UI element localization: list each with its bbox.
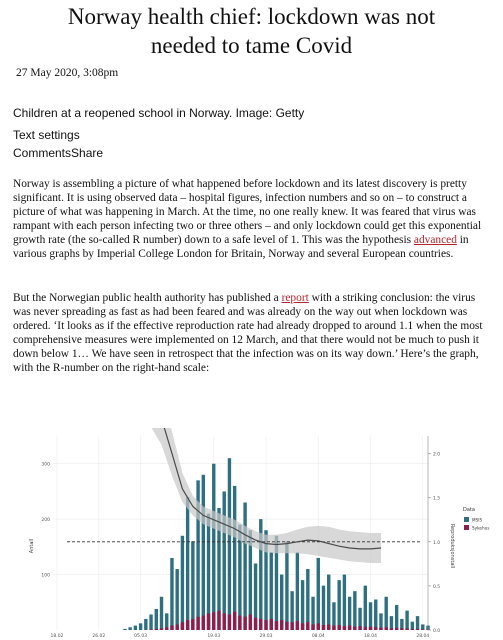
y-tick-label: 300	[41, 462, 50, 468]
msis-bar	[270, 552, 273, 630]
sykehus-bar	[384, 627, 387, 630]
msis-bar	[405, 611, 408, 630]
sykehus-bar	[181, 622, 184, 630]
sykehus-bar	[390, 628, 393, 630]
sykehus-bar	[186, 620, 189, 630]
sykehus-bar	[238, 616, 241, 630]
headline-line-1: Norway health chief: lockdown was not	[67, 4, 436, 29]
sykehus-bar	[353, 627, 356, 630]
r-number-chart	[0, 428, 503, 640]
legend-label: MSIS	[472, 517, 483, 523]
msis-bar	[285, 541, 288, 630]
msis-bar	[123, 629, 126, 630]
msis-bar	[327, 575, 330, 630]
msis-bar	[243, 503, 246, 630]
sykehus-bar	[322, 625, 325, 630]
msis-bar	[322, 586, 325, 630]
y2-tick-label: 0.0	[433, 629, 441, 634]
x-tick-label: 29.03	[259, 634, 273, 639]
advanced-link[interactable]: advanced	[413, 233, 457, 246]
msis-bar	[175, 569, 178, 630]
msis-bar	[296, 552, 299, 630]
msis-bar	[348, 597, 351, 630]
y2-tick-label: 0.5	[433, 584, 441, 590]
sykehus-bar	[249, 614, 252, 630]
sykehus-bar	[155, 629, 158, 630]
msis-bar	[155, 609, 158, 630]
msis-bar	[233, 486, 236, 630]
sykehus-bar	[280, 620, 283, 630]
legend-title: Data	[463, 507, 475, 513]
sykehus-bar	[160, 628, 163, 630]
sykehus-bar	[196, 617, 199, 630]
msis-bar	[223, 491, 226, 630]
msis-bar	[395, 605, 398, 630]
sykehus-bar	[311, 624, 314, 630]
sykehus-bar	[358, 626, 361, 630]
msis-bar	[317, 558, 320, 630]
y2-axis-label: Reproduksjonstall	[449, 523, 455, 569]
comments-share-bar	[13, 146, 103, 160]
sykehus-bar	[337, 625, 340, 630]
x-tick-label: 26.02	[92, 634, 106, 639]
paragraph-1-text-b: in various graphs by Imperial College London for Britain, Norway and several European countries.	[13, 233, 469, 260]
y2-tick-label: 1.0	[433, 540, 441, 546]
msis-bar	[374, 600, 377, 630]
legend-swatch	[464, 525, 469, 530]
msis-bar	[384, 597, 387, 630]
sykehus-bar	[416, 629, 419, 630]
msis-bar	[186, 497, 189, 630]
share-link[interactable]: Share	[71, 146, 104, 160]
sykehus-bar	[379, 628, 382, 630]
x-tick-label: 18.04	[364, 634, 377, 639]
sykehus-bar	[207, 613, 210, 630]
report-link[interactable]: report	[281, 292, 309, 304]
sykehus-bar	[233, 612, 236, 630]
sykehus-bar	[285, 622, 288, 630]
msis-bar	[390, 616, 393, 630]
x-tick-label: 19.03	[207, 634, 221, 639]
msis-bar	[160, 597, 163, 630]
sykehus-bar	[374, 627, 377, 630]
sykehus-bar	[254, 618, 257, 630]
sykehus-bar	[400, 628, 403, 630]
msis-bar	[191, 541, 194, 630]
sykehus-bar	[259, 619, 262, 630]
sykehus-bar	[296, 621, 299, 630]
sykehus-bar	[275, 621, 278, 630]
image-caption: Children at a reopened school in Norway. Image: Getty	[13, 106, 305, 120]
y2-tick-label: 1.5	[433, 496, 441, 502]
sykehus-bar	[217, 611, 220, 630]
msis-bar	[306, 569, 309, 630]
msis-bar	[301, 580, 304, 630]
sykehus-bar	[317, 623, 320, 630]
sykehus-bar	[202, 616, 205, 630]
article-headline	[0, 2, 503, 60]
msis-bar	[128, 627, 131, 630]
sykehus-bar	[191, 619, 194, 630]
sykehus-bar	[348, 626, 351, 630]
article-dateline: 27 May 2020, 3:08pm	[16, 67, 119, 79]
text-settings-button[interactable]: Text settings	[13, 128, 80, 142]
x-tick-label: 05.03	[134, 634, 148, 639]
sykehus-bar	[270, 619, 273, 630]
sykehus-bar	[165, 627, 168, 630]
msis-bar	[202, 475, 205, 630]
msis-bar	[181, 536, 184, 630]
headline-line-2: needed to tame Covid	[150, 33, 353, 58]
x-tick-label: 18.02	[50, 634, 64, 639]
sykehus-bar	[332, 626, 335, 630]
y-tick-label: 100	[41, 573, 50, 579]
msis-bar	[421, 624, 424, 630]
sykehus-bar	[411, 629, 414, 630]
msis-bar	[144, 619, 147, 630]
y-axis-ticks	[41, 462, 50, 579]
sykehus-bar	[327, 624, 330, 630]
msis-bar	[134, 626, 137, 630]
sykehus-bar	[175, 624, 178, 630]
msis-bar	[343, 575, 346, 630]
msis-bar	[170, 558, 173, 630]
sykehus-bar	[212, 612, 215, 630]
article-paragraph-1	[13, 178, 493, 261]
sykehus-bar	[264, 620, 267, 630]
y-tick-label: 200	[41, 518, 50, 524]
msis-bar	[149, 614, 152, 630]
sykehus-bar	[170, 626, 173, 630]
x-axis-ticks	[51, 633, 430, 639]
msis-bar	[416, 616, 419, 630]
msis-bar	[212, 464, 215, 630]
sykehus-bar	[223, 613, 226, 630]
sykehus-bar	[421, 629, 424, 630]
sykehus-bar	[343, 626, 346, 630]
sykehus-bar	[306, 622, 309, 630]
msis-bar	[207, 514, 210, 630]
msis-bar	[411, 622, 414, 630]
y2-tick-label: 2.0	[433, 452, 441, 458]
msis-bar	[379, 613, 382, 630]
legend-swatch	[464, 517, 469, 522]
sykehus-bar	[149, 629, 152, 630]
x-tick-label: 08.04	[311, 634, 325, 639]
msis-bar	[337, 580, 340, 630]
paragraph-2-text-b: with a striking conclusion: the virus was never spreading as fast as had been feared and was already on the way out when lockdown was ordered. ‘It looks as if the effective reproduction rate had already dropped to around 1.1 when the most comprehensive measures were implemented on 12 March, and that there would not be much to push it down below 1… We have seen in retrospect that the infection was on its way down.’ Here’s the graph, with the R-number on the right-hand scale:	[13, 292, 483, 374]
msis-bar	[228, 458, 231, 630]
comments-link[interactable]: Comments	[13, 146, 72, 160]
y2-axis-ticks	[428, 452, 440, 634]
sykehus-bar	[364, 627, 367, 630]
sykehus-bar	[228, 614, 231, 630]
x-tick-label: 28.04	[416, 634, 430, 639]
sykehus-bar	[405, 628, 408, 630]
sykehus-bar	[369, 627, 372, 630]
sykehus-bar	[290, 622, 293, 630]
sykehus-bar	[301, 623, 304, 630]
msis-bar	[353, 591, 356, 630]
y-axis-label: Antall	[29, 538, 35, 554]
paragraph-2-text-a: But the Norwegian public health authority has published a	[13, 292, 282, 304]
msis-bar	[139, 623, 142, 630]
legend-label: Sykehus	[472, 525, 490, 531]
article-paragraph-2	[13, 292, 493, 375]
sykehus-bar	[395, 628, 398, 630]
sykehus-bar	[243, 617, 246, 630]
paragraph-1-text-a: Norway is assembling a picture of what happened before lockdown and its latest discovery is pretty significant. It is using observed data – hospital figures, infection numbers and so on – to construct a picture of what was happening in March. At the time, no one really knew. It was feared that virus was rampant with each person infecting two or three others – and only lockdown could get this exponential growth rate (the so-called R number) down to a safe level of 1. This was the hypothesis	[13, 178, 482, 246]
msis-bar	[369, 602, 372, 630]
msis-bar	[364, 586, 367, 630]
chart-legend	[463, 507, 489, 530]
